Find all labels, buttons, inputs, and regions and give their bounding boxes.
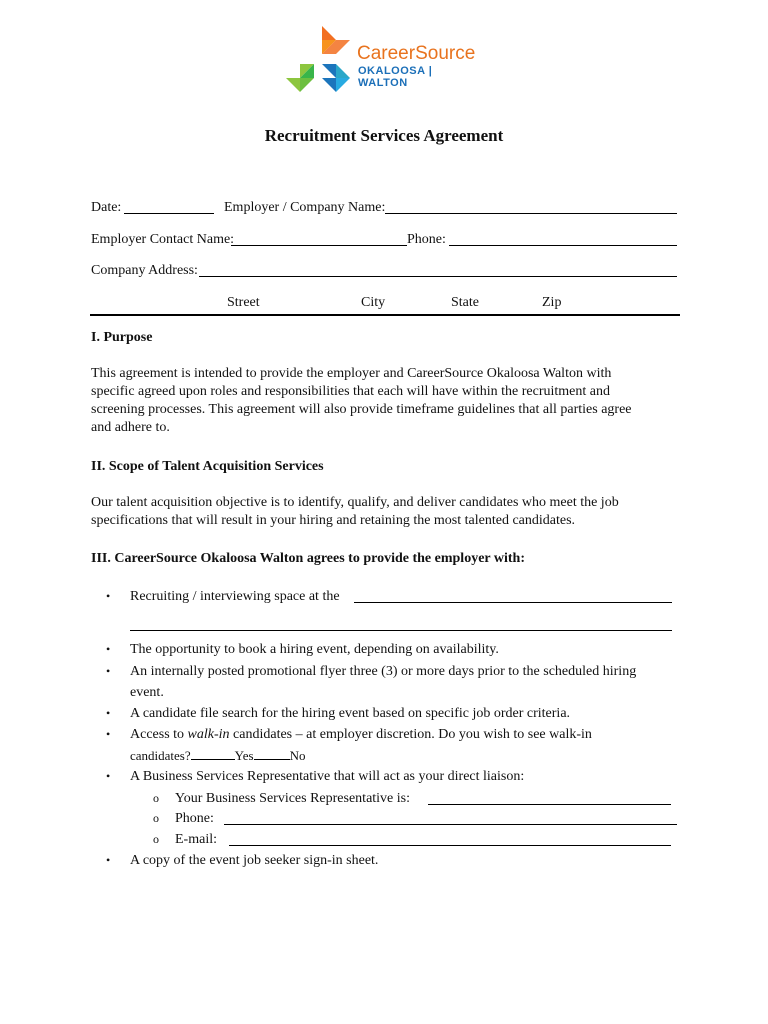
sub-bsr-email: E-mail: xyxy=(175,832,217,847)
purpose-line-4: and adhere to. xyxy=(91,420,170,435)
logo-region-text: OKALOOSA | WALTON xyxy=(358,65,433,89)
scope-heading: II. Scope of Talent Acquisition Services xyxy=(91,459,324,474)
purpose-line-2: specific agreed upon roles and responsibilities that each will have within the recruitment and xyxy=(91,384,610,399)
walk-in-emphasis: walk-in xyxy=(187,727,230,742)
logo-brand-text: CareerSource xyxy=(357,43,476,64)
address-street-label: Street xyxy=(227,295,260,310)
walk-in-yes-label: Yes xyxy=(234,748,254,763)
bullet-flyer-line-1: An internally posted promotional flyer three (3) or more days prior to the scheduled hiring xyxy=(130,664,637,679)
sub-1-marker: o xyxy=(153,791,159,805)
scope-line-1: Our talent acquisition objective is to identify, qualify, and deliver candidates who meet the job xyxy=(91,495,619,510)
walk-in-question: candidates? xyxy=(130,748,191,763)
walk-in-pre: Access to xyxy=(130,727,188,742)
phone-field[interactable] xyxy=(449,245,677,246)
sub-3-marker: o xyxy=(153,832,159,846)
recruiting-space-field[interactable] xyxy=(354,602,672,603)
walk-in-no-label: No xyxy=(289,748,306,763)
section-divider xyxy=(90,314,680,316)
bullet-bsr: A Business Services Representative that will act as your direct liaison: xyxy=(130,769,525,784)
contact-name-label: Employer Contact Name: xyxy=(91,232,235,247)
date-label: Date: xyxy=(91,200,122,215)
careersource-logo-mark xyxy=(284,24,356,100)
page-title: Recruitment Services Agreement xyxy=(264,126,504,145)
purpose-line-1: This agreement is intended to provide the employer and CareerSource Okaloosa Walton with xyxy=(91,366,612,381)
provides-heading: III. CareerSource Okaloosa Walton agrees to provide the employer with: xyxy=(91,551,525,566)
company-name-label: Employer / Company Name: xyxy=(224,200,386,215)
contact-name-field[interactable] xyxy=(231,245,407,246)
bullet-walk-in-line-1 xyxy=(130,726,592,743)
bullet-1-marker: • xyxy=(106,589,111,603)
bullet-7-marker: • xyxy=(106,853,111,867)
walk-in-yes-blank[interactable] xyxy=(191,748,235,760)
sub-2-marker: o xyxy=(153,811,159,825)
bullet-2-marker: • xyxy=(106,642,111,656)
sub-bsr-name: Your Business Services Representative is: xyxy=(175,791,410,806)
bullet-walk-in-line-2 xyxy=(130,747,305,764)
bsr-email-field[interactable] xyxy=(229,845,671,846)
address-city-label: City xyxy=(361,295,386,310)
address-label: Company Address: xyxy=(91,263,198,278)
phone-label: Phone: xyxy=(407,232,446,247)
purpose-heading: I. Purpose xyxy=(91,330,153,345)
walk-in-post: candidates – at employer discretion. Do you wish to see walk-in xyxy=(229,727,592,742)
recruiting-space-field-2[interactable] xyxy=(130,630,672,631)
bsr-phone-field[interactable] xyxy=(224,824,677,825)
bullet-file-search: A candidate file search for the hiring event based on specific job order criteria. xyxy=(130,706,571,721)
bsr-name-field[interactable] xyxy=(428,804,671,805)
bullet-5-marker: • xyxy=(106,727,111,741)
sub-bsr-phone: Phone: xyxy=(175,811,214,826)
walk-in-no-blank[interactable] xyxy=(254,748,290,760)
company-name-field[interactable] xyxy=(385,213,677,214)
address-zip-label: Zip xyxy=(542,295,562,310)
bullet-hiring-event: The opportunity to book a hiring event, depending on availability. xyxy=(130,642,499,657)
purpose-line-3: screening processes. This agreement will also provide timeframe guidelines that all parties agree xyxy=(91,402,632,417)
logo xyxy=(284,24,484,100)
scope-line-2: specifications that will result in your hiring and retaining the most talented candidates. xyxy=(91,513,576,528)
bullet-recruiting-space: Recruiting / interviewing space at the xyxy=(130,589,340,604)
bullet-3-marker: • xyxy=(106,664,111,678)
bullet-sign-in-sheet: A copy of the event job seeker sign-in sheet. xyxy=(130,853,379,868)
address-state-label: State xyxy=(451,295,479,310)
bullet-4-marker: • xyxy=(106,706,111,720)
bullet-flyer-line-2: event. xyxy=(130,685,164,700)
bullet-6-marker: • xyxy=(106,769,111,783)
date-field[interactable] xyxy=(124,213,214,214)
address-field[interactable] xyxy=(199,276,677,277)
